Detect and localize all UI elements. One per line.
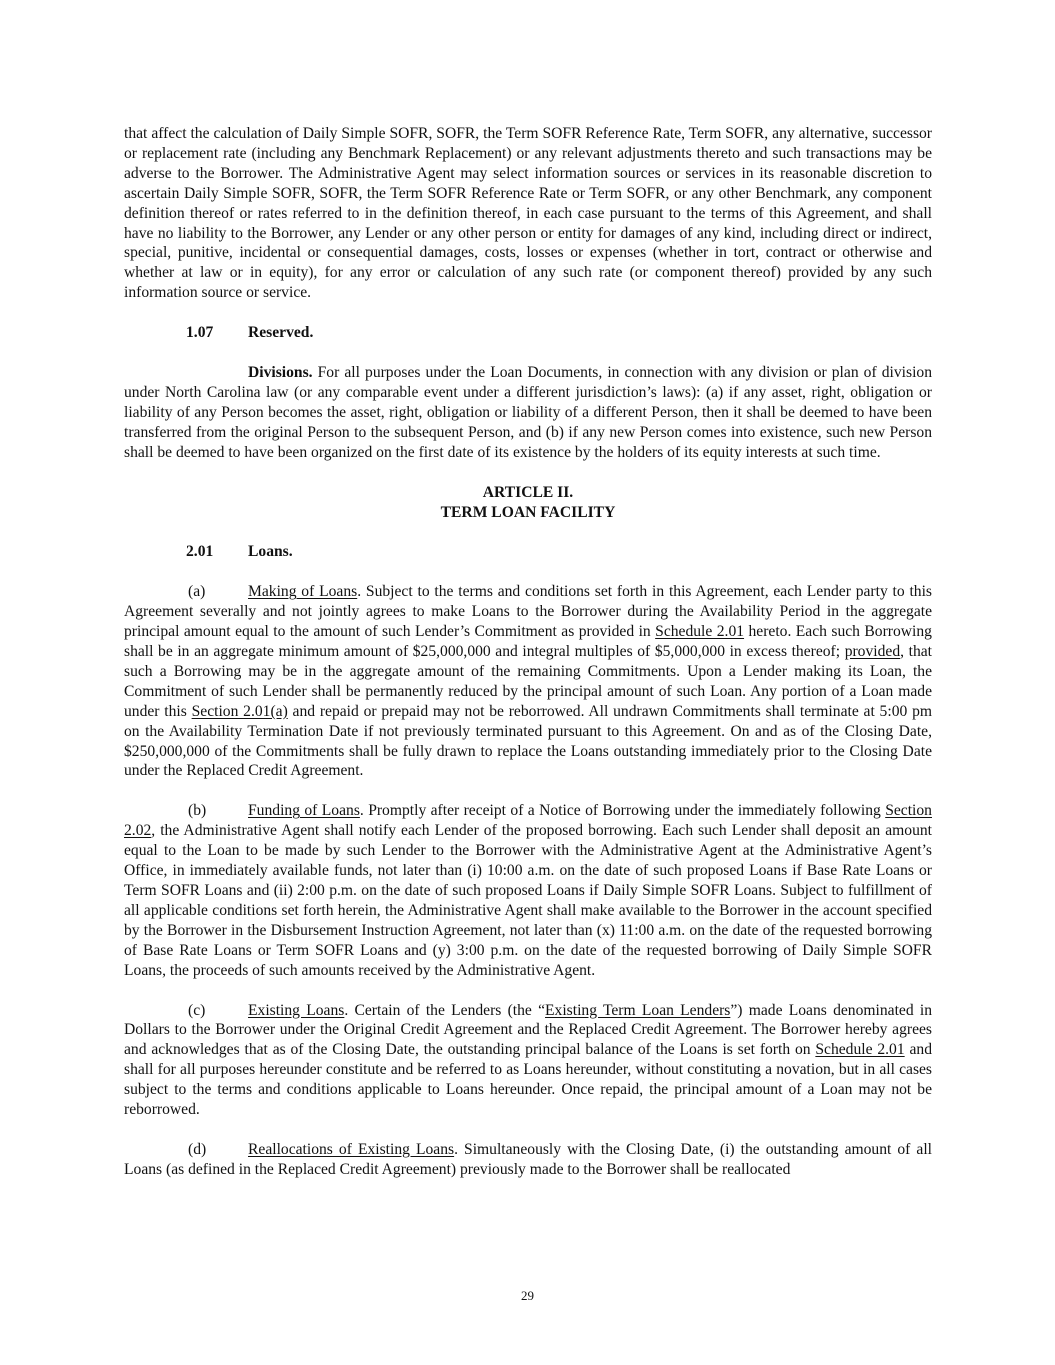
document-page [124,124,932,1180]
item-label: (b) [188,802,207,820]
item-title: Making of Loans [248,583,358,601]
section-1-07-heading [124,323,932,343]
cross-reference: Schedule 2.01 [815,1041,905,1059]
section-title: Reserved. [248,324,314,342]
divisions-text: For all purposes under the Loan Documents, in connection with any division or plan of division under North Carolina law (or any comparable event under a different jurisdiction’s laws): (a) if any asset, right, obligation or liability of any Person becomes the asset, right, obligation or liability of a different Person, then it shall be deemed to have been transferred from the original Person to the subsequent Person, and (b) if any new Person comes into existence, such new Person shall be deemed to have been organized on the first date of its existence by the holders of its equity interests at such time. [124,364,932,461]
item-text: hereto. Each such Borrowing shall be in an aggregate minimum amount of $25,000,000 and integral multiples of $5,000,000 in excess thereof; [124,623,932,661]
section-2-01-heading [124,542,932,562]
item-d-paragraph [124,1140,932,1180]
cross-reference: Schedule 2.01 [655,623,745,641]
article-number: ARTICLE II. [482,483,574,501]
cross-reference: Section 2.01(a) [191,702,288,720]
item-a-paragraph [124,582,932,781]
item-text: , the Administrative Agent shall notify each Lender of the proposed borrowing. Each such Lender shall deposit an amount equal to the Loan to be made by such Lender to the Borrower with the Administrative Agent at the Administrative Agent’s Office, in immediately available funds, not later than (i) 10:00 a.m. on the date of such proposed Loans if Base Rate Loans or Term SOFR Loans and (ii) 2:00 p.m. on the date of such proposed Loans if Daily Simple SOFR Loans. Subject to fulfillment of all applicable conditions set forth herein, the Administrative Agent shall make available to the Borrower in the account specified by the Borrower in the Disbursement Instruction Agreement, not later than (x) 11:00 a.m. on the date of the requested borrowing of Base Rate Loans or Term SOFR Loans and (y) 3:00 p.m. on the date of the requested borrowing of Daily Simple SOFR Loans, the proceeds of such amounts received by the Administrative Agent. [124,822,932,979]
cross-reference: provided [844,643,901,661]
item-text: , that such a Borrowing may be in the aggregate amount of the remaining Commitments. Upon a Lender making its Loan, the Commitment of such Lender shall be permanently reduced by the principal amount of such Loan. Any portion of a Loan made under this [124,643,932,720]
item-text: . Subject to the terms and conditions set forth in this Agreement, each Lender party to this Agreement severally and not jointly agrees to make Loans to the Borrower during the Availability Period in the aggregate principal amount equal to the amount of such Lender’s Commitment as provided in [124,583,932,641]
cross-reference: Existing Term Loan Lenders [545,1001,731,1019]
section-title: Loans. [248,543,293,561]
item-b-paragraph [124,801,932,980]
item-text: and shall for all purposes hereunder constitute and be referred to as Loans hereunder, without constituting a novation, but in all cases subject to the terms and conditions applicable to Loans hereunder. Once repaid, the principal amount of a Loan may not be reborrowed. [124,1041,932,1119]
cross-reference: Section 2.02 [124,802,932,840]
section-number: 2.01 [186,543,214,561]
article-title: TERM LOAN FACILITY [440,503,616,521]
item-text: and repaid or prepaid may not be reborrowed. All undrawn Commitments shall terminate at 5:00 pm on the Availability Termination Date if not previously terminated pursuant to this Agreement. On and as of the Closing Date, $250,000,000 of the Commitments shall be fully drawn to replace the Loans outstanding immediately prior to the Closing Date under the Replaced Credit Agreement. [124,702,932,780]
item-c-paragraph [124,1001,932,1120]
section-number: 1.07 [186,324,214,342]
item-text: . Simultaneously with the Closing Date, (i) the outstanding amount of all Loans (as defined in the Replaced Credit Agreement) previously made to the Borrower shall be reallocated [124,1140,933,1178]
intro-paragraph: that affect the calculation of Daily Simple SOFR, SOFR, the Term SOFR Reference Rate, Term SOFR, any alternative, successor or replacement rate (including any Benchmark Replacement) or any relevant adjustments thereto and such transactions may be adverse to the Borrower. The Administrative Agent may select information sources or services in its reasonable discretion to ascertain Daily Simple SOFR, SOFR, the Term SOFR Reference Rate or Term SOFR, or any other Benchmark, any component definition thereof or rates referred to in the definition thereof, in each case pursuant to the terms of this Agreement, and shall have no liability to the Borrower, any Lender or any other person or entity for damages of any kind, including direct or indirect, special, punitive, incidental or consequential damages, costs, losses or expenses (whether in tort, contract or otherwise and whether at law or in equity), for any error or calculation of any such rate (or component thereof) provided by any such information source or service. [124,125,932,302]
item-label: (a) [188,583,206,601]
item-label: (d) [188,1140,207,1158]
divisions-title: Divisions. [248,364,313,382]
item-title: Existing Loans [248,1001,345,1019]
item-label: (c) [188,1001,206,1019]
item-text: . Promptly after receipt of a Notice of Borrowing under the immediately following [359,802,886,820]
item-title: Reallocations of Existing Loans [248,1140,455,1158]
article-heading [124,483,932,523]
item-title: Funding of Loans [248,802,360,820]
divisions-paragraph [124,363,932,463]
page-number: 29 [521,1288,534,1303]
item-text: . Certain of the Lenders (the “ [344,1001,546,1019]
item-text: ”) made Loans denominated in Dollars to the Borrower under the Original Credit Agreement and the Replaced Credit Agreement. The Borrower hereby agrees and acknowledges that as of the Closing Date, the outstanding principal balance of the Loans is set forth on [124,1001,932,1059]
